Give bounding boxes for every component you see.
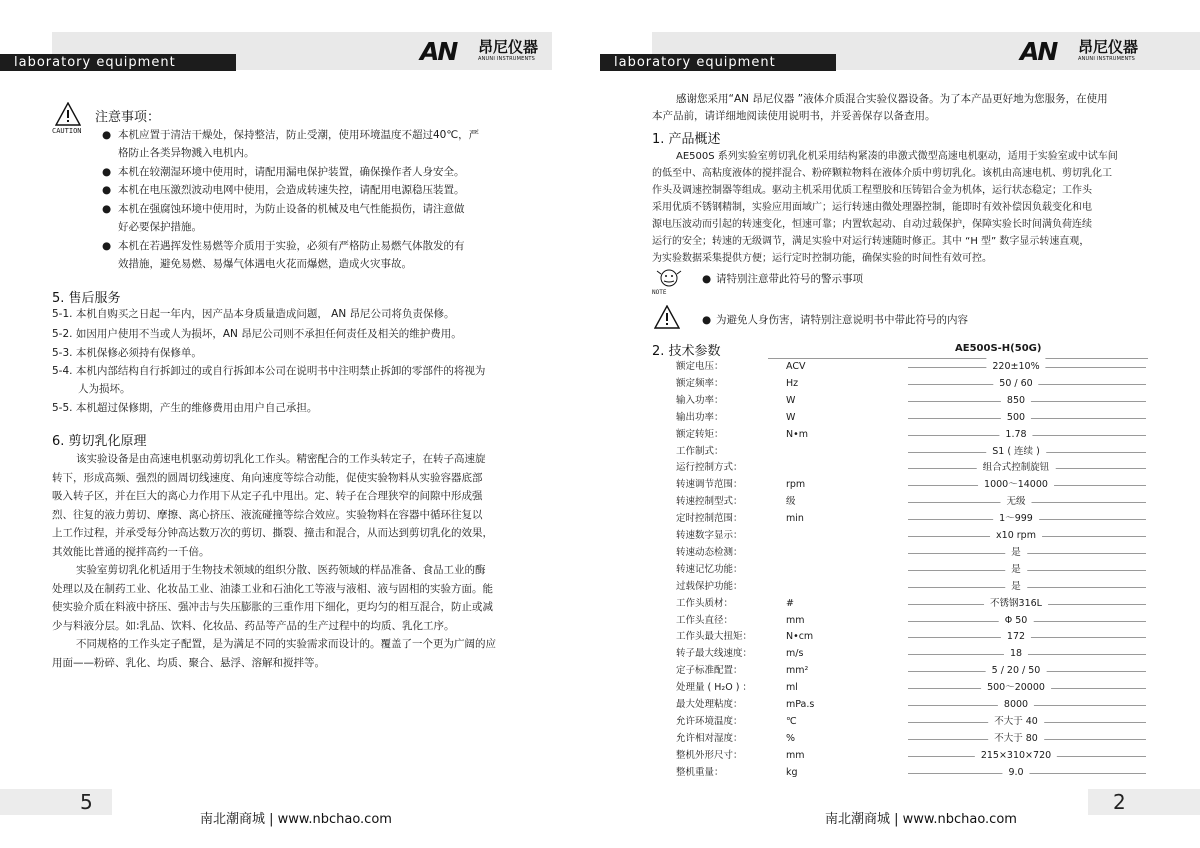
notice-line: 本机在较潮湿环境中使用时，请配用漏电保护装置，确保操作者人身安全。 xyxy=(118,166,465,178)
footer-band xyxy=(0,789,112,815)
bullet: ● xyxy=(102,129,112,141)
spec-leader-line xyxy=(908,570,1146,571)
bullet: ● xyxy=(102,240,112,252)
spec-unit: # xyxy=(786,597,794,609)
spec-row xyxy=(676,392,1146,409)
spec-row xyxy=(676,696,1146,713)
overview-line: 运行的安全；转速的无级调节，满足实验中对运行转速随时修正。其中 “H 型” 数字显示转速直观， xyxy=(652,236,1090,247)
spec-row xyxy=(676,645,1146,662)
spec-unit: ACV xyxy=(786,361,806,372)
principle-line: 不同规格的工作头定子配置，是为满足不同的实验需求而设计的。覆盖了一个更为广阔的应 xyxy=(76,638,496,650)
spec-unit: ml xyxy=(786,682,798,694)
spec-value: 无级 xyxy=(1000,493,1031,510)
spec-value: 8000 xyxy=(998,696,1034,713)
spec-unit: W xyxy=(786,394,796,406)
spec-value: 是 xyxy=(1005,578,1027,595)
spec-name: 最大处理粘度： xyxy=(676,699,743,710)
spec-name: 工作头直径： xyxy=(676,614,734,626)
spec-row xyxy=(676,358,1146,375)
bullet: ● xyxy=(102,166,112,178)
principle-line: 该实验设备是由高速电机驱动剪切乳化工作头。精密配合的工作头转定子，在转子高速旋 xyxy=(76,453,486,465)
spec-name: 转速控制型式： xyxy=(676,496,743,508)
logo-cn: 昂尼仪器 xyxy=(478,38,539,56)
bullet: ● xyxy=(102,184,112,196)
bullet: ● xyxy=(102,203,112,215)
page-number: 2 xyxy=(1113,790,1126,814)
spec-name: 输入功率： xyxy=(676,394,724,406)
spec-name: 转速记忆功能： xyxy=(676,563,743,575)
note-text: 请特别注意带此符号的警示事项 xyxy=(716,273,863,285)
principle-title: 6. 剪切乳化原理 xyxy=(52,434,147,449)
spec-row xyxy=(676,443,1146,460)
spec-row xyxy=(676,730,1146,747)
notice-line: 本机在若遇挥发性易燃等介质用于实验，必须有严格防止易燃气体散发的有 xyxy=(118,240,465,252)
spec-unit: mm xyxy=(786,614,805,626)
spec-row xyxy=(676,561,1146,578)
spec-unit: mm xyxy=(786,749,805,761)
spec-row xyxy=(676,679,1146,696)
spec-leader-line xyxy=(908,587,1146,588)
spec-leader-line xyxy=(908,553,1146,554)
spec-value: Φ 50 xyxy=(999,612,1034,629)
spec-row xyxy=(676,713,1146,730)
spec-name: 定时控制范围： xyxy=(676,513,743,525)
caution-icon xyxy=(55,102,81,126)
spec-row xyxy=(676,747,1146,764)
header-title: laboratory equipment xyxy=(0,54,236,71)
notice-line: 本机应置于清洁干燥处，保持整洁，防止受潮，使用环境温度不超过40℃，严 xyxy=(118,129,480,141)
principle-line: 吸入转子区，并在巨大的离心力作用下从定子孔中甩出。定、转子在合理狭窄的间隙中形成强 xyxy=(52,490,483,502)
logo-mark: AN xyxy=(1020,37,1057,66)
spec-name: 转速调节范围： xyxy=(676,479,743,491)
spec-unit: % xyxy=(786,732,796,744)
spec-name: 处理量 ( H₂O ) ： xyxy=(676,682,752,694)
spec-unit: N•m xyxy=(786,428,808,440)
spec-row xyxy=(676,544,1146,561)
notice-line: 格防止各类异物溅入电机内。 xyxy=(118,147,255,159)
intro-line: 感谢您采用“AN 昂尼仪器 ”液体介质混合实验仪器设备。为了本产品更好地为您服务，在使用 xyxy=(676,93,1108,105)
spec-row xyxy=(676,764,1146,781)
spec-name: 输出功率： xyxy=(676,411,724,423)
spec-value: 220±10% xyxy=(986,358,1045,375)
spec-value: 500 xyxy=(1001,409,1031,426)
spec-row xyxy=(676,375,1146,392)
spec-value: 是 xyxy=(1005,544,1027,561)
spec-name: 转速动态检测： xyxy=(676,546,743,558)
spec-unit: W xyxy=(786,411,796,423)
overview-line: 的低至中、高粘度液体的搅拌混合、粉碎颗粒物料在液体介质中剪切乳化。该机由高速电机、剪切乳化工 xyxy=(652,168,1112,179)
bullet: ● xyxy=(702,314,712,326)
note-label: NOTE xyxy=(652,289,667,296)
spec-value: 18 xyxy=(1004,645,1028,662)
spec-name: 工作头质材： xyxy=(676,597,734,609)
spec-unit: mPa.s xyxy=(786,699,815,710)
notice-line: 本机在电压激烈波动电网中使用，会造成转速失控，请配用电源稳压装置。 xyxy=(118,184,465,196)
spec-unit: N•cm xyxy=(786,631,814,643)
spec-name: 额定频率： xyxy=(676,377,724,389)
overview-line: AE500S 系列实验室剪切乳化机采用结构紧凑的串激式微型高速电机驱动，适用于实验室或中试车间 xyxy=(676,151,1118,162)
principle-line: 少与料液分层。如:乳品、饮料、化妆品、药品等产品的生产过程中的均质、乳化工序。 xyxy=(52,620,455,632)
spec-value: 215×310×720 xyxy=(975,747,1057,764)
spec-name: 额定电压： xyxy=(676,361,724,372)
principle-line: 其效能比普通的搅拌高约一千倍。 xyxy=(52,546,210,558)
spec-name: 过载保护功能： xyxy=(676,580,743,592)
page-number: 5 xyxy=(80,790,93,814)
service-line: 5-3. 本机保修必须持有保修单。 xyxy=(52,347,202,359)
service-line: 5-1. 本机自购买之日起一年内，因产品本身质量造成问题， AN 昂尼公司将负责保修。 xyxy=(52,308,455,320)
spec-unit: mm² xyxy=(786,665,809,677)
spec-unit: ℃ xyxy=(786,715,797,727)
spec-unit: Hz xyxy=(786,377,799,389)
site-credit: 南北潮商城 | www.nbchao.com xyxy=(200,812,392,827)
intro-line: 本产品前，请详细地阅读使用说明书，并妥善保存以备查用。 xyxy=(652,110,936,122)
notice-line: 效措施，避免易燃、易爆气体遇电火花而爆燃，造成火灾事故。 xyxy=(118,258,412,270)
principle-line: 烈、往复的液力剪切、摩擦、离心挤压、液流碰撞等综合效应。实验物料在容器中循环往复以 xyxy=(52,509,483,521)
logo-mark: AN xyxy=(420,37,457,66)
spec-value: 不大于 80 xyxy=(988,730,1044,747)
service-line: 5-5. 本机超过保修期，产生的维修费用由用户自己承担。 xyxy=(52,402,318,414)
overview-line: 作头及调速控制器等组成。驱动主机采用优质工程塑胶和压铸铝合金为机体，运行状态稳定；工作头 xyxy=(652,185,1092,196)
service-title: 5. 售后服务 xyxy=(52,291,121,306)
principle-line: 使实验介质在料液中挤压、强冲击与失压膨胀的三重作用下细化，更均匀的相互混合，防止或减 xyxy=(52,601,493,613)
logo-en: ANUNI INSTRUMENTS xyxy=(1078,56,1136,62)
principle-line: 上工作过程，并承受每分钟高达数万次的剪切、撕裂、撞击和混合，从而达到剪切乳化的效果， xyxy=(52,527,493,539)
spec-name: 允许环境温度： xyxy=(676,715,743,727)
spec-row xyxy=(676,662,1146,679)
overview-line: 为实验数据采集提供方便；运行定时控制功能，确保实验的时间性有效可控。 xyxy=(652,253,992,264)
spec-unit: kg xyxy=(786,766,798,778)
spec-value: 172 xyxy=(1001,628,1031,645)
spec-value: 不锈钢316L xyxy=(984,595,1048,612)
right-page xyxy=(600,0,1200,848)
spec-name: 工作制式： xyxy=(676,445,724,457)
principle-line: 处理以及在制药工业、化妆品工业、油漆工业和石油化工等液与液相、液与固相的实验方面。能 xyxy=(52,583,493,595)
spec-name: 允许相对湿度： xyxy=(676,732,743,744)
spec-row xyxy=(676,493,1146,510)
spec-unit: 级 xyxy=(786,496,796,508)
caution-label: CAUTION xyxy=(52,127,82,135)
spec-name: 整机重量： xyxy=(676,766,724,778)
spec-row xyxy=(676,527,1146,544)
spec-value: 是 xyxy=(1005,561,1027,578)
warning-icon xyxy=(654,305,680,333)
notice-line: 好必要保护措施。 xyxy=(118,221,202,233)
spec-value: 1～999 xyxy=(993,510,1039,527)
spec-row xyxy=(676,459,1146,476)
spec-value: x10 rpm xyxy=(990,527,1042,544)
notice-title: 注意事项： xyxy=(95,110,161,125)
spec-value: 1000～14000 xyxy=(978,476,1054,493)
warning-text: 为避免人身伤害，请特别注意说明书中带此符号的内容 xyxy=(716,314,968,326)
site-credit: 南北潮商城 | www.nbchao.com xyxy=(825,812,1017,827)
spec-name: 转子最大线速度： xyxy=(676,648,753,660)
principle-line: 实验室剪切乳化机适用于生物技术领域的组织分散、医药领域的样品准备、食品工业的酶 xyxy=(76,564,486,576)
model-name: AE500S-H(50G) xyxy=(955,343,1042,354)
service-line: 5-4. 本机内部结构自行拆卸过的或自行拆卸本公司在说明书中注明禁止拆卸的零部件的将视为 xyxy=(52,365,486,377)
spec-value: 50 / 60 xyxy=(993,375,1038,392)
logo xyxy=(1020,38,1140,66)
spec-name: 转速数字显示： xyxy=(676,530,743,541)
principle-line: 转下，形成高频、强烈的圆周切线速度、角向速度等综合动能，促使实验物料从实验容器底部 xyxy=(52,472,483,484)
spec-row xyxy=(676,510,1146,527)
overview-line: 采用优质不锈钢精制，实验应用面域广；运行转速由微处理器控制，能即时有效补偿因负载变化和电 xyxy=(652,202,1092,213)
spec-unit: rpm xyxy=(786,479,806,491)
spec-value: 不大于 40 xyxy=(988,713,1044,730)
spec-row xyxy=(676,409,1146,426)
spec-unit: m/s xyxy=(786,648,804,660)
spec-name: 额定转矩： xyxy=(676,428,724,440)
service-line: 5-2. 如因用户使用不当或人为损坏，AN 昂尼公司则不承担任何责任及相关的维护费用。 xyxy=(52,328,462,340)
overview-line: 源电压波动而引起的转速变化，恒速可靠；内置软起动、自动过载保护，保障实验长时间满负荷连续 xyxy=(652,219,1092,230)
bullet: ● xyxy=(702,273,712,285)
logo-en: ANUNI INSTRUMENTS xyxy=(478,56,536,62)
spec-name: 运行控制方式： xyxy=(676,462,743,474)
spec-value: 500～20000 xyxy=(981,679,1051,696)
spec-unit: min xyxy=(786,513,804,525)
spec-name: 工作头最大扭矩： xyxy=(676,631,753,643)
spec-value: 组合式控制旋钮 xyxy=(977,459,1056,476)
spec-row xyxy=(676,628,1146,645)
notice-line: 本机在强腐蚀环境中使用时，为防止设备的机械及电气性能损伤，请注意做 xyxy=(118,203,465,215)
logo xyxy=(420,38,540,66)
spec-title: 2. 技术参数 xyxy=(652,344,721,359)
service-line: 人为损坏。 xyxy=(78,383,131,395)
principle-line: 用面——粉碎、乳化、均质、聚合、悬浮、溶解和搅拌等。 xyxy=(52,657,325,669)
overview-title: 1. 产品概述 xyxy=(652,132,721,147)
spec-row xyxy=(676,426,1146,443)
spec-value: S1 ( 连续 ) xyxy=(986,443,1046,460)
spec-name: 定子标准配置： xyxy=(676,665,743,677)
spec-value: 5 / 20 / 50 xyxy=(986,662,1047,679)
spec-value: 850 xyxy=(1001,392,1031,409)
spec-row xyxy=(676,476,1146,493)
spec-row xyxy=(676,595,1146,612)
spec-name: 整机外形尺寸： xyxy=(676,749,743,761)
header-title: laboratory equipment xyxy=(600,54,836,71)
spec-value: 9.0 xyxy=(1002,764,1029,781)
spec-row xyxy=(676,612,1146,629)
spec-row xyxy=(676,578,1146,595)
footer-band xyxy=(1088,789,1200,815)
spec-value: 1.78 xyxy=(999,426,1032,443)
logo-cn: 昂尼仪器 xyxy=(1078,38,1139,56)
